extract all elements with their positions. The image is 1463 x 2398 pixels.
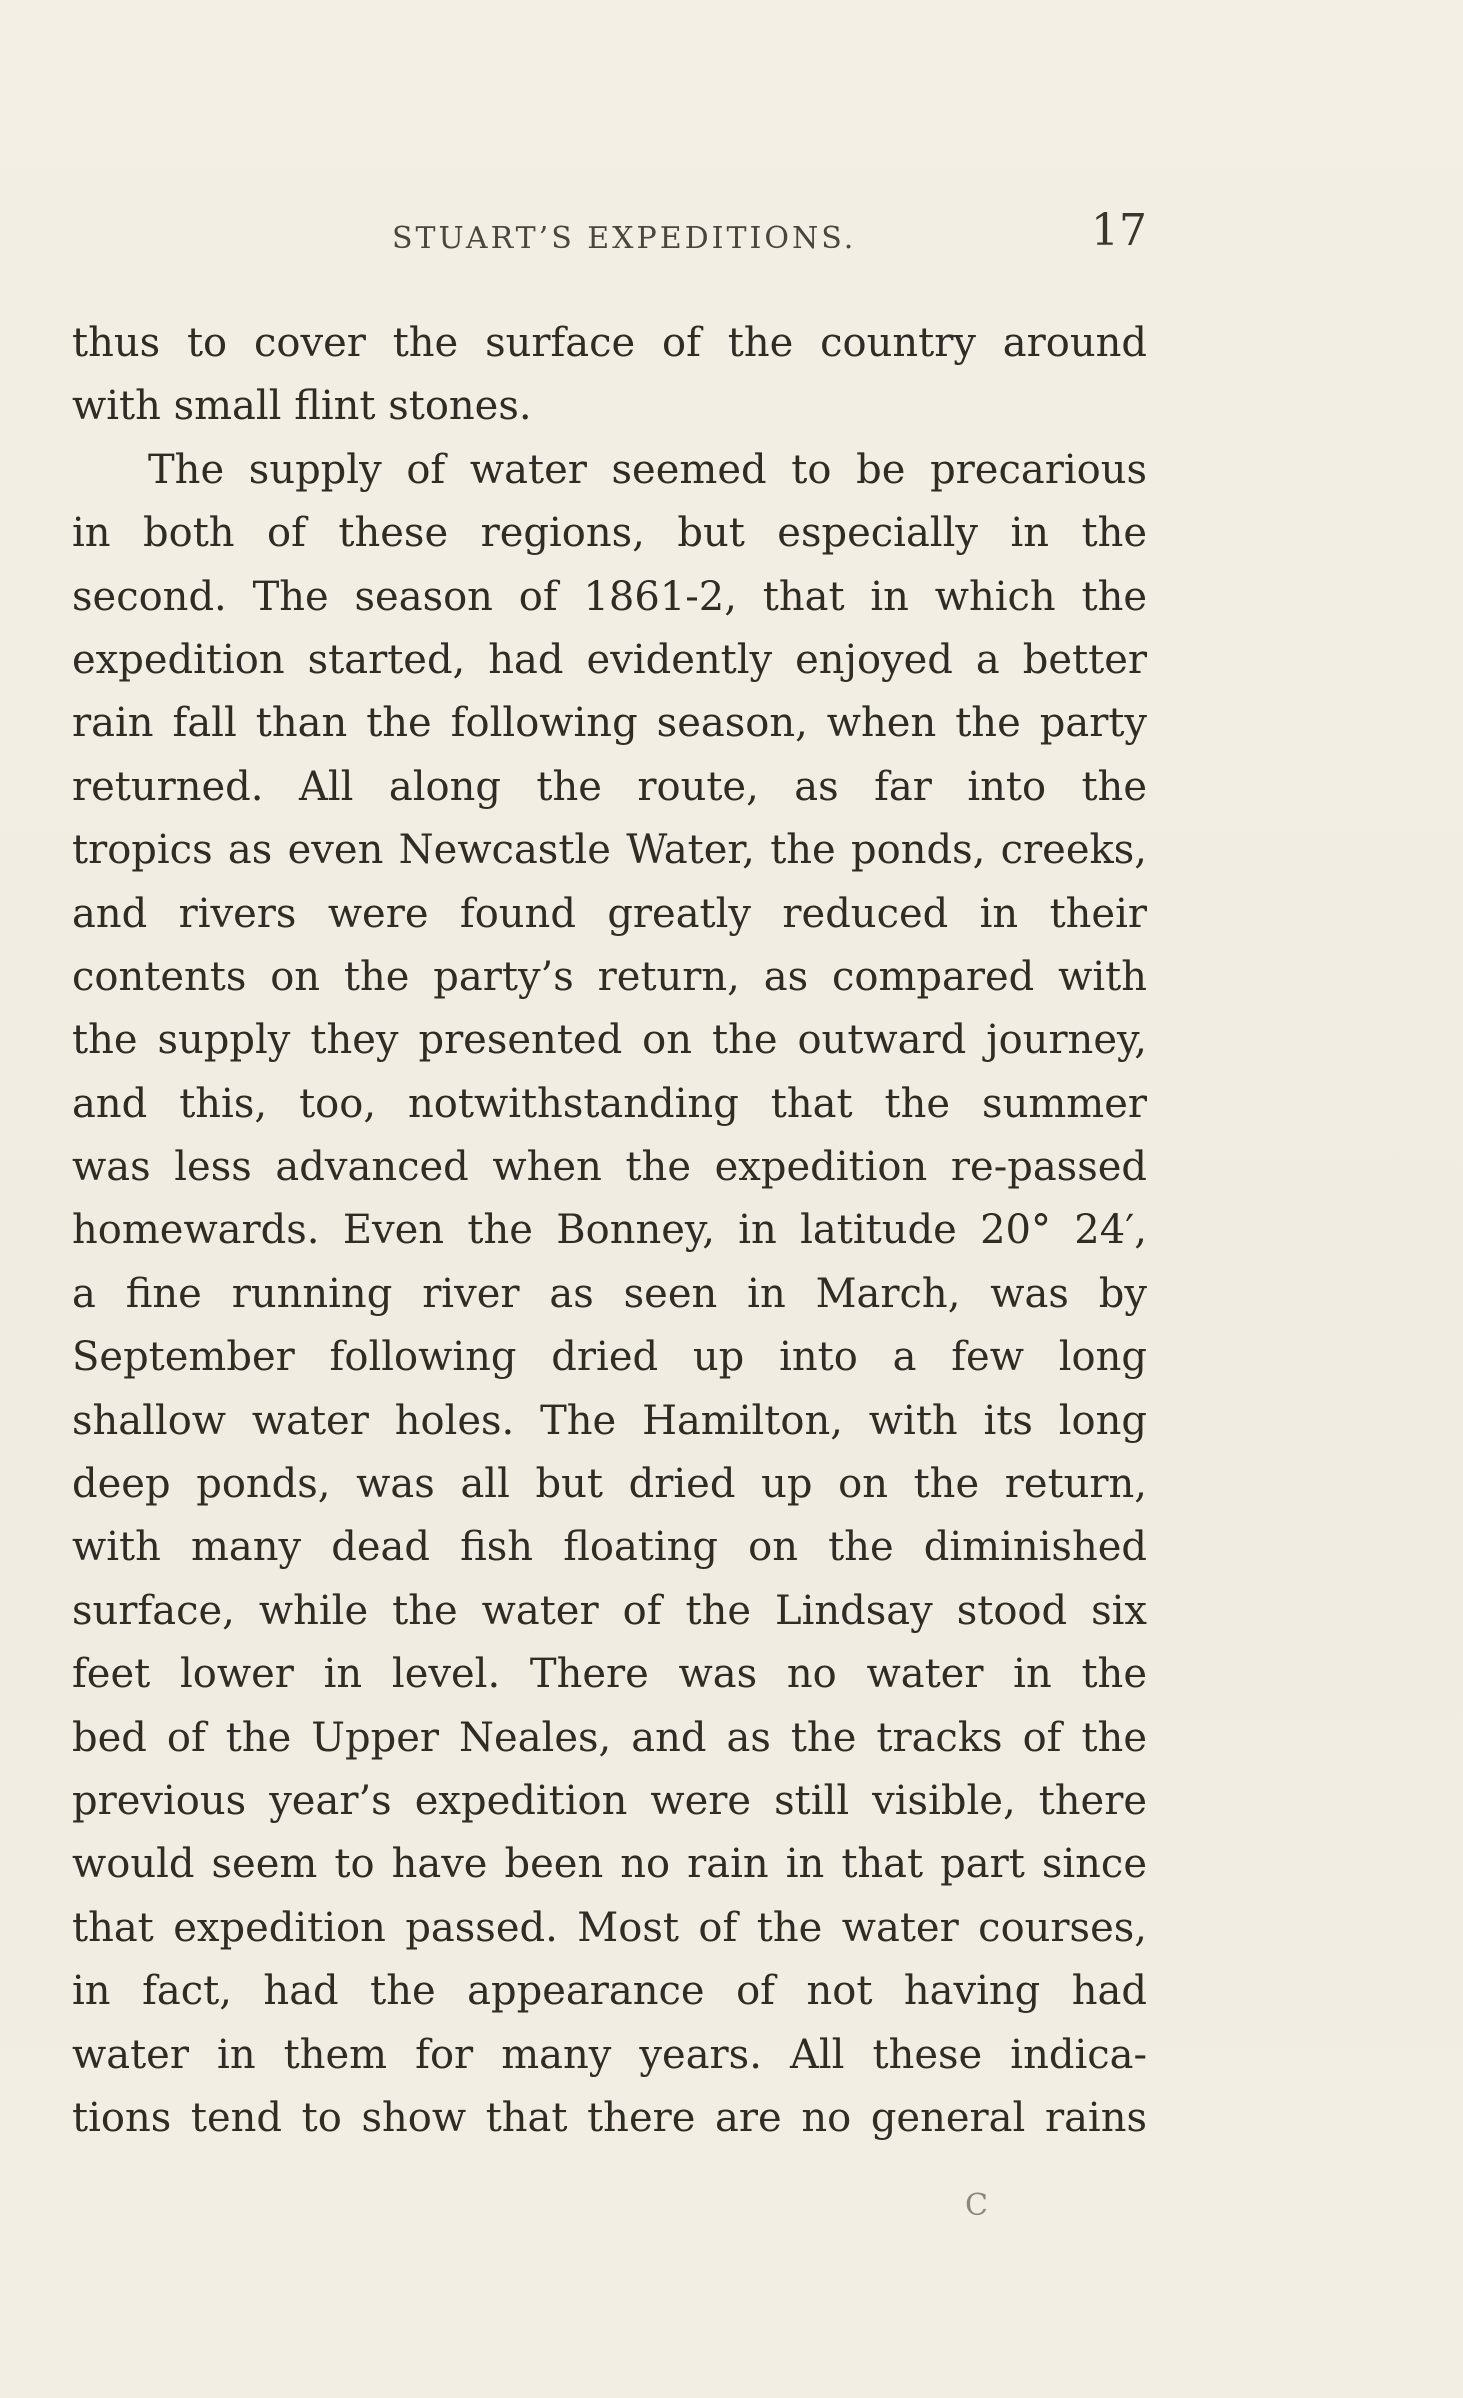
text-line: water in them for many years. All these indica- xyxy=(72,2031,1147,2078)
text-line: shallow water holes. The Hamilton, with its long xyxy=(72,1397,1147,1444)
text-line: second. The season of 1861-2, that in which the xyxy=(72,573,1147,620)
body-text xyxy=(72,312,1147,2150)
text-line: and this, too, notwithstanding that the summer xyxy=(72,1080,1147,1127)
text-line: tropics as even Newcastle Water, the ponds, creeks, xyxy=(72,827,1147,874)
text-line: The supply of water seemed to be precarious xyxy=(148,446,1147,493)
text-line: would seem to have been no rain in that part since xyxy=(72,1841,1147,1888)
running-title: STUART’S EXPEDITIONS. xyxy=(392,221,857,256)
running-head xyxy=(72,205,1147,265)
text-line: in fact, had the appearance of not having had xyxy=(72,1968,1147,2015)
text-line: that expedition passed. Most of the water courses, xyxy=(72,1904,1147,1951)
text-line: previous year’s expedition were still visible, there xyxy=(72,1777,1147,1824)
text-line: returned. All along the route, as far into the xyxy=(72,763,1147,810)
text-line: with small flint stones. xyxy=(72,383,532,430)
text-line: contents on the party’s return, as compared with xyxy=(72,953,1147,1000)
text-line: deep ponds, was all but dried up on the return, xyxy=(72,1461,1147,1508)
text-line: tions tend to show that there are no general rains xyxy=(72,2094,1147,2141)
text-line: a fine running river as seen in March, was by xyxy=(72,1270,1147,1317)
text-line: September following dried up into a few long xyxy=(72,1334,1147,1381)
text-line: the supply they presented on the outward journey, xyxy=(72,1017,1147,1064)
text-line: bed of the Upper Neales, and as the tracks of the xyxy=(72,1714,1147,1761)
text-line: homewards. Even the Bonney, in latitude 20° 24′, xyxy=(72,1207,1147,1254)
page-number: 17 xyxy=(1091,205,1147,256)
text-line: and rivers were found greatly reduced in their xyxy=(72,890,1147,937)
text-line: thus to cover the surface of the country around xyxy=(72,320,1147,366)
text-line: rain fall than the following season, when the party xyxy=(72,700,1147,747)
text-line: feet lower in level. There was no water in the xyxy=(72,1651,1147,1698)
text-line: with many dead fish floating on the diminished xyxy=(72,1524,1147,1571)
text-line: expedition started, had evidently enjoyed a better xyxy=(72,636,1147,683)
text-line: surface, while the water of the Lindsay stood six xyxy=(72,1587,1147,1634)
text-line: in both of these regions, but especially in the xyxy=(72,510,1147,557)
signature-mark: C xyxy=(965,2188,988,2223)
text-line: was less advanced when the expedition re-passed xyxy=(72,1144,1147,1191)
